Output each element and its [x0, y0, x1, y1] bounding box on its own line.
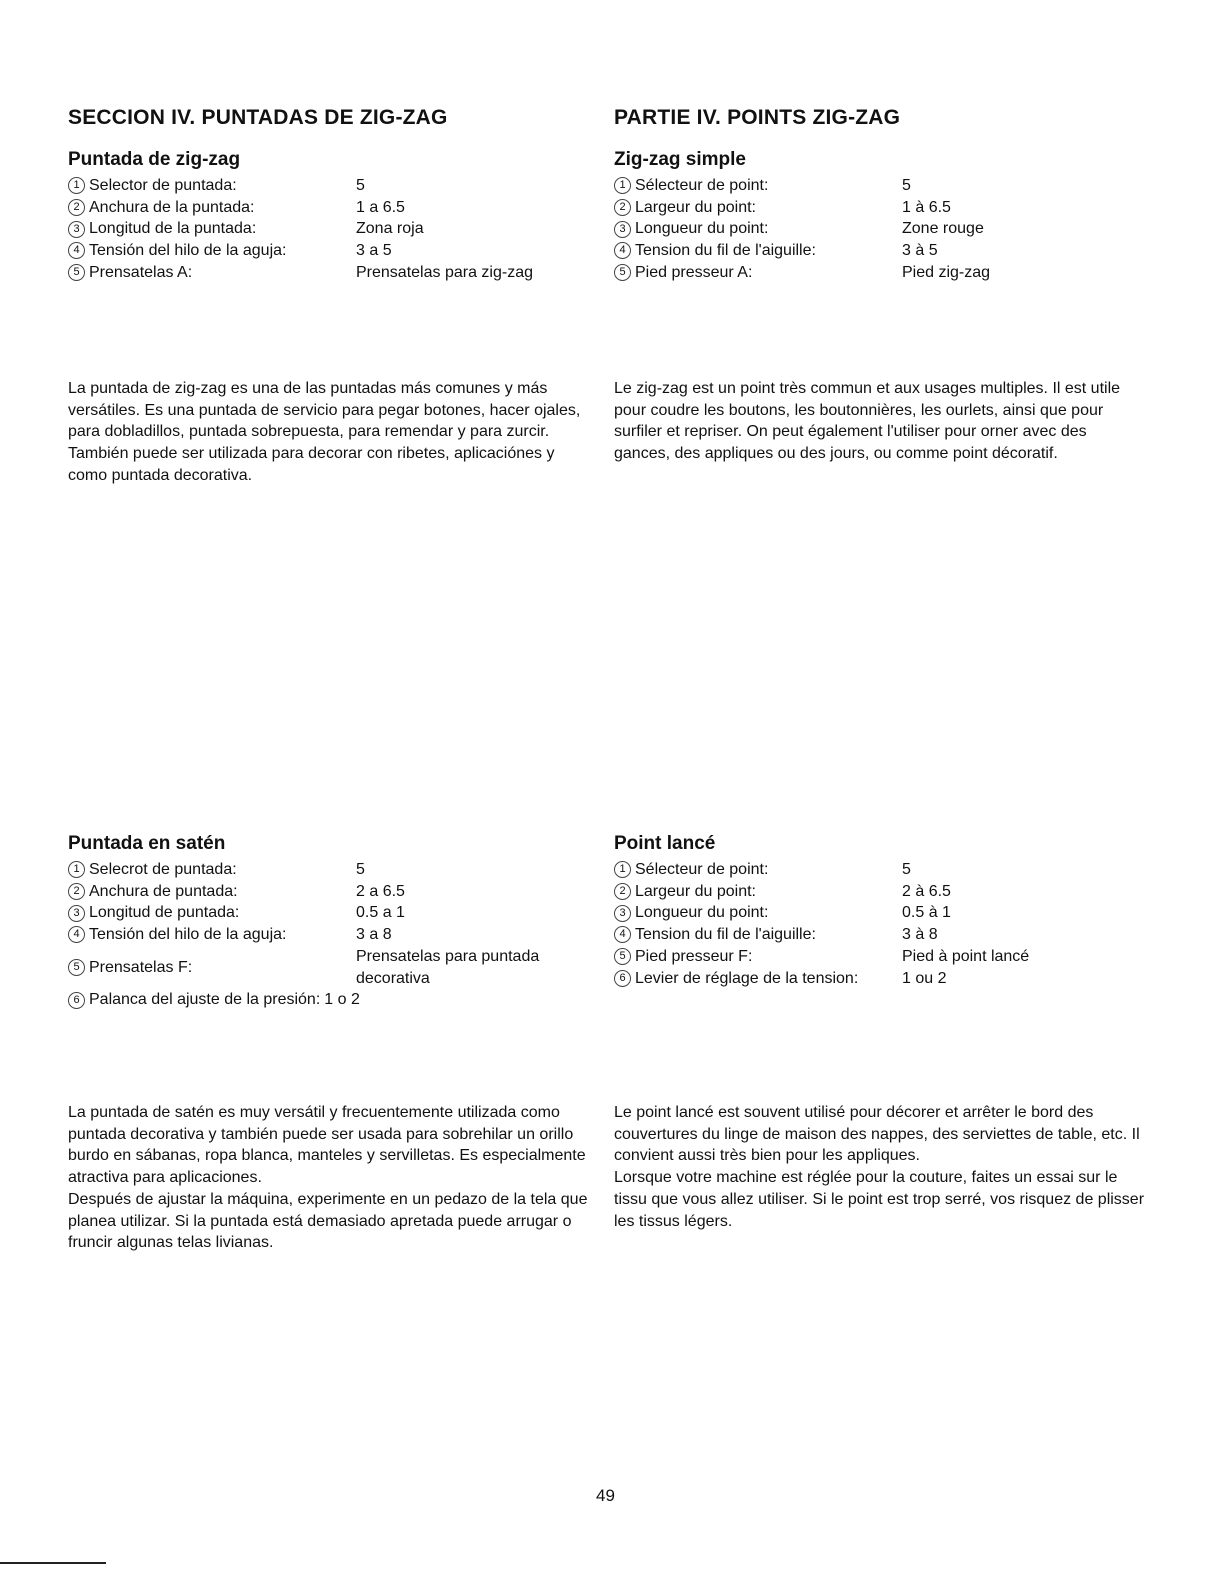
- setting-label: Tension du fil de l'aiguille:: [635, 926, 816, 944]
- setting-row: [68, 218, 613, 240]
- section-title-fr: PARTIE IV. POINTS ZIG-ZAG: [614, 106, 901, 129]
- zigzag-paragraph-es: La puntada de zig-zag es una de las puntadas más comunes y más versátiles. Es una puntada de servicio para pegar botones, hacer ojales, para dobladillos, puntada sobrepuesta, para remendar y para zurcir. También puede ser utilizada para decorar con ribetes, aplicaciónes y como puntada decorativa.: [68, 380, 581, 484]
- zigzag-subhead-es: Puntada de zig-zag: [68, 149, 241, 170]
- setting-row: [68, 989, 613, 1011]
- circled-number-icon: 1: [68, 861, 85, 878]
- setting-value: Zone rouge: [902, 220, 984, 238]
- circled-number-icon: 4: [68, 926, 85, 943]
- setting-row: [614, 881, 1159, 903]
- setting-value: 1 a 6.5: [356, 198, 405, 216]
- circled-number-icon: 1: [614, 177, 631, 194]
- zigzag-settings-es: [68, 149, 613, 284]
- setting-value: 5: [356, 177, 365, 194]
- setting-value: Pied à point lancé: [902, 947, 1030, 965]
- satin-settings-fr: [614, 833, 1159, 989]
- setting-label: Tensión del hilo de la aguja:: [89, 242, 287, 260]
- setting-label: Selecrot de puntada:: [89, 861, 237, 878]
- circled-number-icon: 6: [68, 992, 85, 1009]
- zigzag-paragraph-fr: Le zig-zag est un point très commun et aux usages multiples. Il est utile pour coudre les boutons, les boutonnières, les ourlets, ainsi que pour surfiler et repriser. On peut également l'utiliser pour orner avec des gances, des appliques ou des jours, ou comme point décoratif.: [614, 380, 1121, 463]
- setting-label: Levier de réglage de la tension:: [635, 969, 859, 987]
- circled-number-icon: 5: [68, 264, 85, 281]
- setting-label: Sélecteur de point:: [635, 177, 769, 194]
- setting-row: [68, 240, 613, 262]
- footer-rule: [0, 1562, 106, 1564]
- setting-row: [614, 902, 1159, 924]
- satin-subhead-fr: Point lancé: [614, 833, 716, 854]
- satin-settings-es: [68, 833, 613, 1011]
- setting-label: Selector de puntada:: [89, 177, 237, 194]
- setting-label: Largeur du point:: [635, 882, 756, 900]
- circled-number-icon: 4: [614, 242, 631, 259]
- setting-value: Prensatelas para puntada decorativa: [356, 947, 540, 987]
- setting-value: Zona roja: [356, 220, 424, 238]
- setting-label: Palanca del ajuste de la presión:: [89, 991, 321, 1009]
- setting-row: [614, 197, 1159, 219]
- zigzag-subhead-fr: Zig-zag simple: [614, 149, 746, 170]
- circled-number-icon: 6: [614, 970, 631, 987]
- setting-row: [68, 262, 613, 284]
- circled-number-icon: 5: [68, 959, 85, 976]
- setting-label: Longitud de la puntada:: [89, 220, 257, 238]
- setting-row: [68, 924, 613, 946]
- setting-row: [68, 946, 613, 989]
- satin-settings-list-es: [68, 859, 613, 1011]
- setting-label: Prensatelas A:: [89, 263, 193, 281]
- section-title-es: SECCION IV. PUNTADAS DE ZIG-ZAG: [68, 106, 448, 129]
- setting-value: 0.5 à 1: [902, 904, 951, 922]
- zigzag-settings-fr: [614, 149, 1159, 284]
- circled-number-icon: 4: [68, 242, 85, 259]
- circled-number-icon: 3: [614, 905, 631, 922]
- setting-row: [614, 262, 1159, 284]
- setting-row: [68, 881, 613, 903]
- setting-label: Pied presseur A:: [635, 263, 753, 281]
- circled-number-icon: 2: [68, 199, 85, 216]
- circled-number-icon: 3: [614, 221, 631, 238]
- setting-value: 2 a 6.5: [356, 882, 405, 900]
- setting-label: Longueur du point:: [635, 904, 769, 922]
- setting-row: [68, 902, 613, 924]
- setting-value: 5: [356, 861, 365, 878]
- circled-number-icon: 1: [614, 861, 631, 878]
- setting-row: [614, 175, 1159, 197]
- setting-label: Anchura de puntada:: [89, 882, 238, 900]
- setting-value: Prensatelas para zig-zag: [356, 263, 533, 281]
- setting-value: 5: [902, 861, 911, 878]
- setting-value: 1 à 6.5: [902, 198, 951, 216]
- circled-number-icon: 2: [614, 199, 631, 216]
- zigzag-settings-list-fr: [614, 175, 1159, 284]
- setting-label: Pied presseur F:: [635, 947, 753, 965]
- circled-number-icon: 5: [614, 264, 631, 281]
- circled-number-icon: 3: [68, 221, 85, 238]
- setting-row: [68, 197, 613, 219]
- setting-row: [614, 240, 1159, 262]
- page-number: 49: [596, 1486, 615, 1505]
- setting-value: 3 a 5: [356, 242, 392, 260]
- circled-number-icon: 2: [68, 883, 85, 900]
- setting-row: [68, 859, 613, 881]
- satin-paragraph-es: La puntada de satén es muy versátil y frecuentemente utilizada como puntada decorativa y también puede ser usada para sobrehilar un orillo burdo en sábanas, ropa blanca, manteles y servilletas. Es especialmente atractiva para aplicaciones. Después de ajustar la máquina, experimente en un pedazo de la tela que planea utilizar. Si la puntada está demasiado apretada puede arrugar o fruncir algunas telas livianas.: [68, 1104, 588, 1252]
- setting-row: [614, 924, 1159, 946]
- zigzag-settings-list-es: [68, 175, 613, 284]
- setting-row: [614, 859, 1159, 881]
- satin-subhead-es: Puntada en satén: [68, 833, 226, 854]
- setting-value: 3 a 8: [356, 926, 392, 944]
- setting-row: [68, 175, 613, 197]
- circled-number-icon: 2: [614, 883, 631, 900]
- setting-value: 3 à 8: [902, 926, 938, 944]
- setting-value: 3 à 5: [902, 242, 938, 260]
- setting-row: [614, 218, 1159, 240]
- circled-number-icon: 3: [68, 905, 85, 922]
- satin-settings-list-fr: [614, 859, 1159, 989]
- setting-value: 1 ou 2: [902, 969, 947, 987]
- setting-label: Prensatelas F:: [89, 958, 193, 976]
- circled-number-icon: 4: [614, 926, 631, 943]
- setting-label: Anchura de la puntada:: [89, 198, 255, 216]
- setting-label: Tension du fil de l'aiguille:: [635, 242, 816, 260]
- setting-value: 0.5 a 1: [356, 904, 405, 922]
- circled-number-icon: 1: [68, 177, 85, 194]
- setting-label: Longueur du point:: [635, 220, 769, 238]
- setting-row: [614, 968, 1159, 990]
- setting-label: Longitud de puntada:: [89, 904, 240, 922]
- setting-value: 1 o 2: [324, 991, 360, 1009]
- setting-label: Sélecteur de point:: [635, 861, 769, 878]
- setting-row: [614, 946, 1159, 968]
- setting-value: 5: [902, 177, 911, 194]
- satin-paragraph-fr: Le point lancé est souvent utilisé pour décorer et arrêter le bord des couvertures du linge de maison des nappes, des serviettes de table, etc. Il convient aussi très bien pour les appliques. Lorsque votre machine est réglée pour la couture, faites un essai sur le tissu que vous allez utiliser. Si le point est trop serré, vos risquez de plisser les tissus légers.: [614, 1104, 1145, 1230]
- setting-label: Largeur du point:: [635, 198, 756, 216]
- setting-value: 2 à 6.5: [902, 882, 951, 900]
- circled-number-icon: 5: [614, 948, 631, 965]
- setting-label: Tensión del hilo de la aguja:: [89, 926, 287, 944]
- setting-value: Pied zig-zag: [902, 263, 991, 281]
